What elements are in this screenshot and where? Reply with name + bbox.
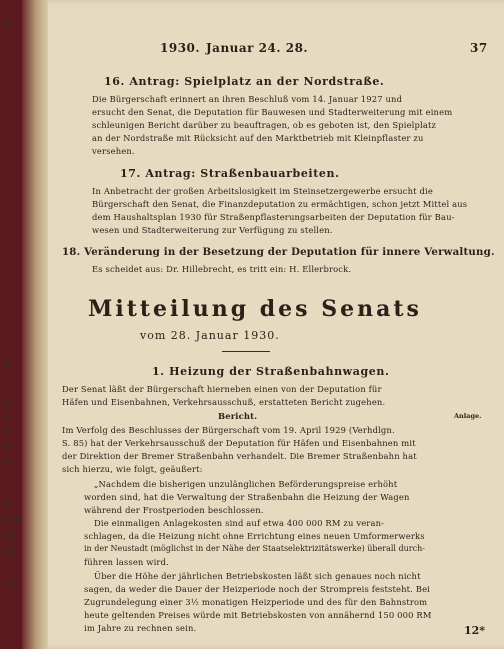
item-17-line: dem Haushaltsplan 1930 für Straßenpflasterungsarbeiten der Deputation für Bau- (92, 212, 455, 222)
section-title: Mitteilung des Senats (88, 296, 422, 322)
book-gutter (22, 0, 48, 649)
item-16-title: 16. Antrag: Spielplatz an der Nordstraße. (104, 75, 385, 88)
item-16-line: an der Nordstraße mit Rücksicht auf den Marktbetrieb mit Kleinpflaster zu (92, 133, 424, 143)
margin-fragment: ur (2, 500, 13, 510)
report-heading: Bericht. (218, 411, 258, 421)
margin-fragment: m (2, 20, 11, 30)
margin-fragment: · (2, 285, 5, 295)
margin-fragment: än (2, 563, 14, 573)
report-quote-line: „Nachdem die bisherigen unzulänglichen Beförderungspreise erhöht (94, 479, 398, 489)
sub-item-line: Der Senat läßt der Bürgerschaft hierneben einen von der Deputation für (62, 384, 382, 394)
report-line: sich hierzu, wie folgt, geäußert: (62, 464, 203, 474)
margin-fragment: ie (2, 426, 11, 436)
margin-fragment: m, (2, 411, 14, 421)
document-page (22, 0, 504, 649)
margin-fragment: s (2, 310, 7, 320)
item-17-title: 17. Antrag: Straßenbauarbeiten. (120, 167, 340, 180)
report-line: der Direktion der Bremer Straßenbahn verhandelt. Die Bremer Straßenbahn hat (62, 451, 417, 461)
report-quote-line: während der Frostperioden beschlossen. (84, 505, 264, 515)
margin-fragment: ren (2, 578, 18, 588)
item-18-line: Es scheidet aus: Dr. Hillebrecht, es tritt ein: H. Ellerbrock. (92, 264, 352, 274)
margin-fragment: r (2, 260, 7, 270)
margin-fragment: en, (2, 456, 16, 466)
report-quote-line: Die einmaligen Anlagekosten sind auf etwa 400 000 RM zu veran- (94, 518, 385, 528)
sub-item-title: 1. Heizung der Straßenbahnwagen. (152, 365, 390, 378)
header-year: 1930. (160, 41, 201, 55)
header-page-number: 37 (470, 41, 488, 55)
section-subtitle: vom 28. Januar 1930. (140, 329, 280, 342)
sub-item-line: Häfen und Eisenbahnen, Verkehrsausschuß, erstatteten Bericht zugehen. (62, 397, 386, 407)
item-17-line: wesen und Stadterweiterung zur Verfügung zu stellen. (92, 225, 333, 235)
item-18-title: 18. Veränderung in der Besetzung der Deputation für innere Verwaltung. (62, 246, 495, 258)
report-quote-line: worden sind, hat die Verwaltung der Straßenbahn die Heizung der Wagen (84, 492, 410, 502)
report-quote-line: sagen, da weder die Dauer der Heizperiode noch der Strompreis feststeht. Bei (84, 584, 431, 594)
report-quote-line: heute geltenden Preises würde mit Betriebskosten von annähernd 150 000 RM (84, 610, 432, 620)
item-16-line: versehen. (92, 146, 135, 156)
section-divider (222, 351, 270, 352)
margin-fragment: ine (2, 532, 17, 542)
margin-fragment: fen (2, 548, 17, 558)
report-quote-line: schlagen, da die Heizung nicht ohne Errichtung eines neuen Umformerwerks (84, 531, 425, 541)
margin-fragment: le- (2, 398, 14, 408)
report-quote-line: im Jahre zu rechnen sein. (84, 623, 197, 633)
item-16-line: ersucht den Senat, die Deputation für Bauwesen und Stadterweiterung mit einem (92, 107, 453, 117)
report-line: S. 85) hat der Verkehrsausschuß der Deputation für Häfen und Eisenbahnen mit (62, 438, 416, 448)
report-quote-line: Über die Höhe der jährlichen Betriebskosten läßt sich genaues noch nicht (94, 571, 421, 581)
margin-fragment: erde (2, 516, 23, 526)
signature-mark: 12* (464, 624, 486, 637)
header-date: Januar 24. 28. (206, 41, 309, 55)
margin-fragment: n (2, 375, 8, 385)
margin-fragment: tb (2, 360, 12, 370)
item-16-line: schleunigen Bericht darüber zu beauftragen, ob es geboten ist, den Spielplatz (92, 120, 437, 130)
margin-fragment: gr (2, 440, 13, 450)
report-quote-line: Zugrundelegung einer 3½ monatigen Heizperiode und des für den Bahnstrom (84, 597, 428, 607)
margin-note-anlage: Anlage. (454, 412, 482, 420)
item-16-line: Die Bürgerschaft erinnert an ihren Beschluß vom 14. Januar 1927 und (92, 94, 403, 104)
item-17-line: In Anbetracht der großen Arbeitslosigkeit im Steinsetzergewerbe ersucht die (92, 186, 433, 196)
item-17-line: Bürgerschaft den Senat, die Finanzdeputation zu ermächtigen, schon jetzt Mittel aus (92, 199, 468, 209)
report-line: Im Verfolg des Beschlusses der Bürgerschaft vom 19. April 1929 (Verhdlgn. (62, 425, 395, 435)
report-quote-line: führen lassen wird. (84, 557, 169, 567)
report-quote-line: in der Neustadt (möglichst in der Nähe der Staatselektrizitätswerke) überall durch- (84, 544, 425, 553)
